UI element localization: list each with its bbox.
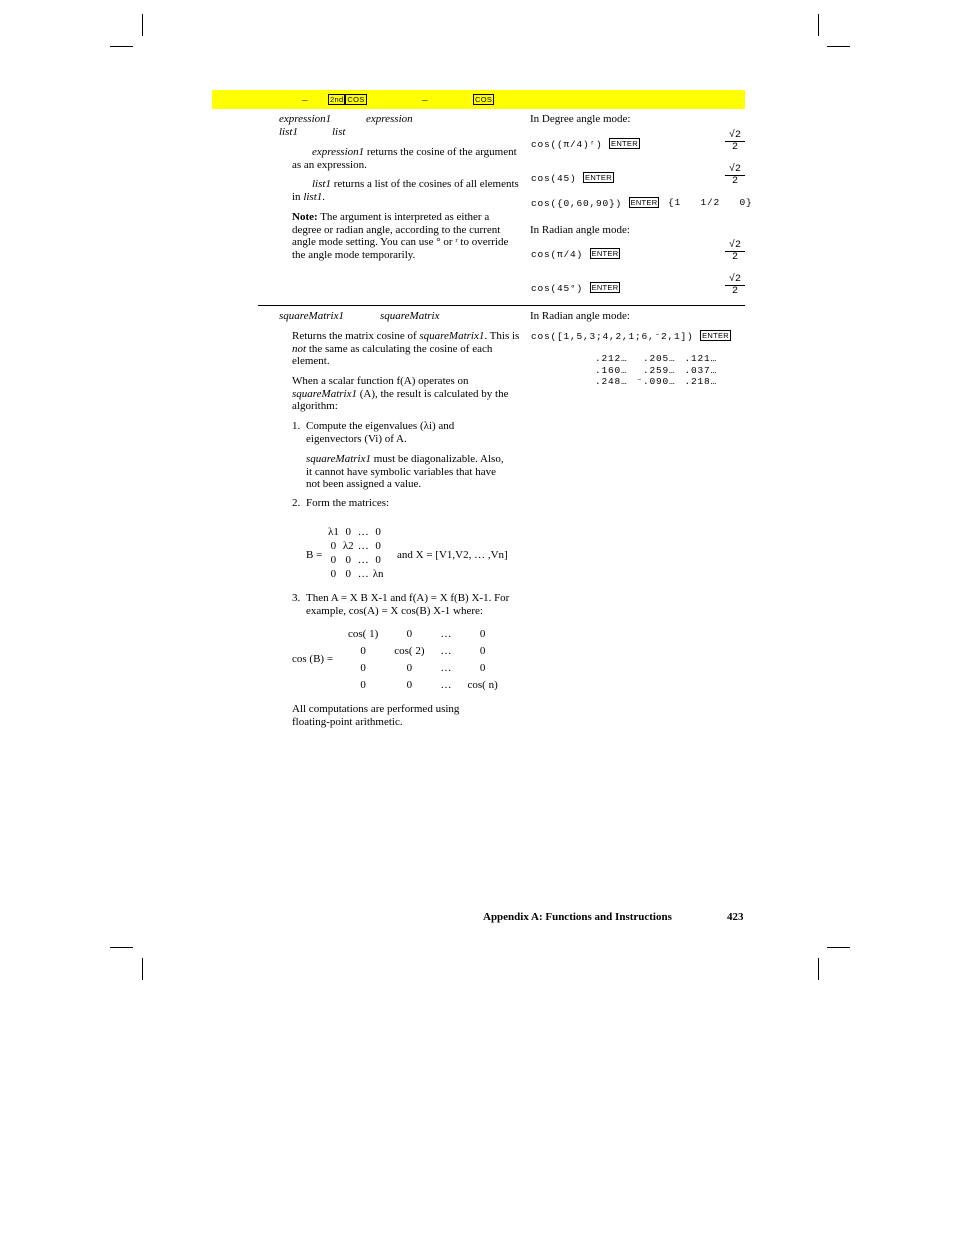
- crop-mark: [818, 14, 819, 36]
- matrix-cell: 0: [330, 554, 337, 566]
- numerator: √2: [725, 164, 745, 176]
- arg-name: squareMatrix1: [306, 453, 371, 465]
- crop-mark: [827, 46, 850, 47]
- text: returns a list of the cosines of all elements in: [292, 178, 519, 203]
- step-note: [306, 453, 512, 491]
- matrix-cell: λ2: [342, 540, 354, 552]
- result-fraction: [725, 130, 745, 153]
- crop-mark: [110, 947, 133, 948]
- emphasis: not: [292, 342, 307, 355]
- matrix-cell: 0: [479, 662, 486, 674]
- syntax-arg: squareMatrix1: [279, 310, 344, 322]
- command: cos(45°): [531, 283, 584, 294]
- matrix-cell: ⁻.090…: [636, 376, 676, 387]
- matrix-row: [326, 553, 386, 567]
- syntax-result: [332, 126, 345, 139]
- crop-mark: [142, 958, 143, 980]
- matrix-cell: .160…: [595, 364, 628, 376]
- matrix-cell: λn: [372, 568, 384, 580]
- crop-mark: [110, 46, 133, 47]
- arg-name: list1: [303, 190, 323, 203]
- example-heading: In Degree angle mode:: [530, 113, 631, 125]
- denominator: 2: [731, 252, 738, 263]
- description-paragraph: [292, 375, 520, 413]
- matrix-cell: cos( 2): [394, 645, 425, 657]
- numerator: √2: [725, 240, 745, 252]
- numerator: √2: [725, 274, 745, 286]
- matrix-cell: …: [440, 662, 452, 674]
- arg-name: list1: [312, 178, 331, 190]
- matrix-cell: 0: [479, 628, 486, 640]
- syntax-line: [279, 310, 344, 323]
- command: cos(45): [531, 173, 577, 184]
- example-result: {1 1/2 0}: [668, 197, 753, 208]
- step-text: Compute the eigenvalues (λi) and eigenvectors (Vi) of A.: [306, 420, 455, 445]
- example-heading: In Radian angle mode:: [530, 310, 630, 322]
- matrix-cell: 0: [360, 645, 366, 657]
- matrix-label: B =: [306, 549, 323, 561]
- syntax-result-label: expression: [366, 113, 413, 125]
- enter-key: ENTER: [630, 198, 658, 207]
- example-line: [531, 197, 659, 211]
- footer-title: Appendix A: Functions and Instructions: [483, 911, 672, 923]
- matrix-cell: …: [357, 554, 369, 566]
- example-line: [531, 330, 731, 344]
- command: cos({0,60,90}): [531, 198, 623, 209]
- note-label: Note:: [292, 211, 318, 223]
- matrix-cell: 0: [406, 679, 413, 691]
- matrix-cell: 0: [375, 540, 381, 552]
- enter-key: ENTER: [611, 139, 638, 148]
- matrix-b: [326, 525, 386, 581]
- denominator: 2: [731, 142, 738, 153]
- text: must be diagonalizable. Also, it cannot have symbolic variables that have not been assigned a value.: [306, 453, 504, 490]
- matrix-cell: 0: [345, 526, 352, 538]
- syntax-result-label: squareMatrix: [380, 310, 440, 322]
- matrix-cell: .037…: [684, 364, 718, 376]
- matrix-row: [340, 643, 506, 660]
- matrix-cell: .218…: [684, 376, 718, 387]
- matrix-label: cos (B) =: [292, 653, 334, 665]
- description-paragraph: [292, 146, 520, 171]
- matrix-row: [593, 353, 724, 365]
- arg-name: squareMatrix1: [292, 387, 357, 400]
- matrix-cell: …: [357, 568, 369, 580]
- matrix-row: [340, 677, 506, 694]
- matrix-cell: cos( 1): [348, 628, 379, 640]
- example-line: [531, 172, 614, 186]
- arg-name: expression1: [312, 146, 365, 158]
- step-number: 3.: [292, 592, 301, 604]
- example-line: [531, 138, 640, 152]
- command: cos(π/4): [531, 249, 584, 260]
- result-fraction: [725, 274, 745, 297]
- matrix-cell: 0: [406, 628, 413, 640]
- key-cos: COS: [347, 95, 365, 104]
- banner-dash: –: [302, 94, 308, 106]
- matrix-cell: 0: [345, 554, 352, 566]
- note-paragraph: [292, 211, 520, 261]
- matrix-cell: 0: [406, 662, 413, 674]
- crop-mark: [827, 947, 850, 948]
- section-divider: [258, 305, 745, 306]
- text: .: [322, 190, 326, 203]
- matrix-row: [326, 539, 386, 553]
- key-2nd: 2nd: [330, 95, 344, 104]
- result-fraction: [725, 164, 745, 187]
- banner-keys: [328, 94, 367, 107]
- denominator: 2: [731, 176, 738, 187]
- text: . This is: [484, 330, 520, 342]
- matrix-cell: …: [440, 628, 452, 640]
- crop-mark: [818, 958, 819, 980]
- matrix-cell: 0: [375, 526, 381, 538]
- matrix-cell: 0: [330, 568, 337, 580]
- text: The argument is interpreted as either a degree or radian angle, according to the current angle mode setting. You can use ° or ʳ to override the angle mode temporarily.: [292, 211, 509, 261]
- final-paragraph: All computations are performed using floating-point arithmetic.: [292, 703, 460, 728]
- matrix-row: [340, 660, 506, 677]
- description-paragraph: [292, 330, 520, 368]
- step-number: 2.: [292, 497, 301, 509]
- syntax-result: [366, 113, 413, 126]
- page-number: 423: [727, 911, 744, 923]
- matrix-cell: …: [357, 540, 369, 552]
- syntax-arg: list1: [279, 126, 298, 138]
- matrix-cell: 0: [345, 568, 352, 580]
- matrix-cell: .248…: [595, 376, 628, 387]
- text: Returns the matrix cosine of: [292, 330, 420, 342]
- banner-dash: –: [422, 94, 428, 106]
- result-matrix: [593, 353, 724, 388]
- matrix-cell: λ1: [328, 526, 339, 538]
- result-fraction: [725, 240, 745, 263]
- matrix-x-definition: and X = [V1,V2, … ,Vn]: [397, 549, 508, 561]
- step-number: 1.: [292, 420, 301, 432]
- matrix-cell: 0: [479, 645, 486, 657]
- text: When a scalar function f(A) operates on: [292, 375, 469, 387]
- matrix-cell: …: [357, 526, 369, 538]
- matrix-cell: 0: [330, 540, 337, 552]
- matrix-row: [326, 525, 386, 539]
- command: cos((π/4)ʳ): [531, 139, 603, 150]
- matrix-cell: .259…: [643, 364, 676, 376]
- enter-key: ENTER: [591, 249, 619, 258]
- matrix-cell: .205…: [643, 353, 676, 364]
- syntax-result: [380, 310, 439, 323]
- key-cos: COS: [475, 95, 493, 104]
- arg-name: squareMatrix1: [419, 330, 485, 342]
- matrix-row: [593, 365, 724, 377]
- syntax-line: [279, 113, 331, 126]
- example-heading: In Radian angle mode:: [530, 224, 630, 236]
- matrix-cell: 0: [360, 679, 366, 691]
- step-text: Then A = X B X-1 and f(A) = X f(B) X-1. For example, cos(A) = X cos(B) X-1 where:: [306, 592, 510, 617]
- denominator: 2: [731, 286, 738, 297]
- example-line: [531, 282, 620, 296]
- matrix-cell: 0: [360, 662, 366, 674]
- matrix-cell: …: [440, 645, 452, 657]
- banner-keys-diamond: [473, 94, 494, 107]
- syntax-arg: expression1: [279, 113, 332, 125]
- enter-key: ENTER: [702, 331, 729, 340]
- enter-key: ENTER: [585, 173, 612, 182]
- syntax-line: [279, 126, 298, 139]
- text: (A), the result is calculated by the algorithm:: [292, 387, 509, 412]
- matrix-row: [593, 376, 724, 388]
- matrix-cell: .212…: [595, 353, 628, 364]
- matrix-cell: cos( n): [467, 679, 498, 691]
- description-paragraph: [292, 178, 520, 203]
- matrix-cos-b: [340, 626, 506, 694]
- crop-mark: [142, 14, 143, 36]
- matrix-row: [326, 567, 386, 581]
- matrix-cell: .121…: [684, 353, 718, 364]
- matrix-cell: 0: [375, 554, 381, 566]
- text: the same as calculating the cosine of each element.: [292, 342, 493, 367]
- text: returns the cosine of the argument as an expression.: [292, 146, 517, 171]
- syntax-result-label: list: [332, 126, 346, 138]
- command: cos([1,5,3;4,2,1;6,⁻2,1]): [531, 331, 694, 342]
- example-line: [531, 248, 620, 262]
- matrix-cell: …: [440, 679, 452, 691]
- matrix-row: [340, 626, 506, 643]
- step-text: Form the matrices:: [306, 497, 390, 509]
- numerator: √2: [725, 130, 745, 142]
- enter-key: ENTER: [591, 283, 619, 292]
